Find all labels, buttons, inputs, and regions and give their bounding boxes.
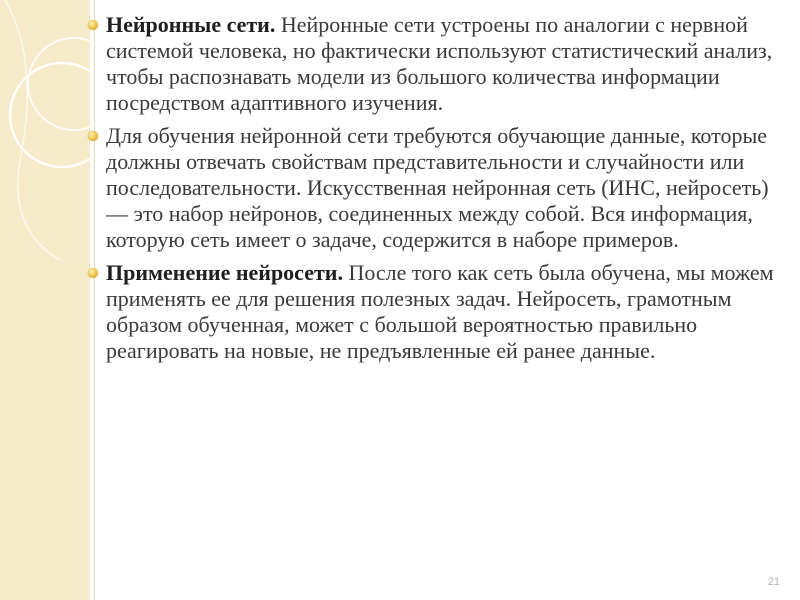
paragraph-lead: Применение нейросети.: [106, 260, 343, 285]
paragraph-application: [88, 260, 778, 364]
round-gold-bullet-icon: [88, 131, 98, 141]
decorative-circles-icon: [0, 0, 92, 600]
slide-content: [88, 12, 778, 371]
paragraph-text: Нейронные сети устроены по аналогии с нервной системой человека, но фактически используют статистический анализ, чтобы распознавать модели из большого количества информации посредством адаптивного изучения.: [106, 12, 773, 115]
round-gold-bullet-icon: [88, 268, 98, 278]
round-gold-bullet-icon: [88, 20, 98, 30]
paragraph-neural-networks: [88, 12, 778, 116]
paragraph-lead: Нейронные сети.: [106, 12, 276, 37]
slide-number: 21: [767, 576, 780, 588]
paragraph-training: [88, 123, 778, 253]
paragraph-text: Для обучения нейронной сети требуются обучающие данные, которые должны отвечать свойствам представительности и случайности или последовательности. Искусственная нейронная сеть (ИНС, нейросеть) — это набор нейронов, соединенных между собой. Вся информация, которую сеть имеет о задаче, содержится в наборе примеров.: [106, 123, 769, 252]
decorative-sidebar: [0, 0, 92, 600]
paragraph-text: После того как сеть была обучена, мы можем применять ее для решения полезных задач. Нейросеть, грамотным образом обученная, может с большой вероятностью правильно реагировать на новые, не предъявленные ей ранее данные.: [106, 260, 774, 363]
